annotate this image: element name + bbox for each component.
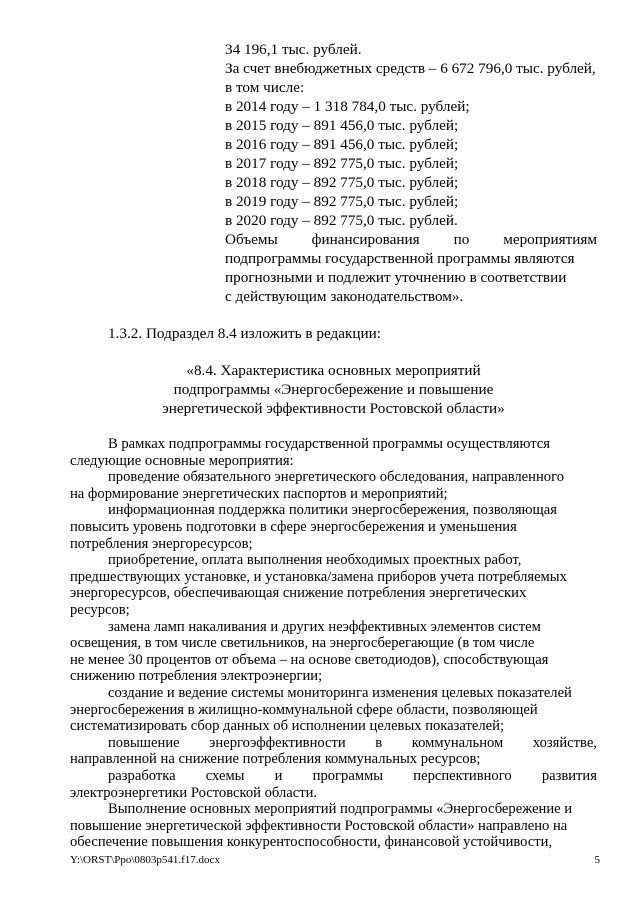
text-line: в 2016 году – 891 456,0 тыс. рублей; (225, 136, 459, 153)
text-line: энергосбережения в жилищно-коммунальной сфере области, позволяющей (70, 701, 538, 718)
document-path: Y:\ORST\Ppo\0803p541.f17.docx (70, 854, 220, 866)
text-line: энергоресурсов, обеспечивающая снижение потребления энергетических (70, 585, 527, 602)
text-line: следующие основные мероприятия: (70, 452, 294, 469)
text-line: За счет внебюджетных средств – 6 672 796,0 тыс. рублей, (225, 60, 596, 77)
text-line: в 2017 году – 892 775,0 тыс. рублей; (225, 155, 459, 172)
text-line: замена ламп накаливания и других неэффективных элементов систем (108, 618, 541, 635)
text-line (108, 768, 597, 785)
text-line (225, 230, 597, 249)
text-line: подпрограммы государственной программы являются (225, 250, 575, 267)
word: коммунальном (411, 734, 504, 751)
text-line: в 2014 году – 1 318 784,0 тыс. рублей; (225, 98, 470, 115)
text-line: в 2018 году – 892 775,0 тыс. рублей; (225, 174, 459, 191)
text-line: в 2020 году – 892 775,0 тыс. рублей. (225, 212, 458, 229)
text-line: создание и ведение системы мониторинга изменения целевых показателей (108, 685, 572, 701)
text-line: в 2015 году – 891 456,0 тыс. рублей; (225, 117, 459, 134)
text-line: информационная поддержка политики энергосбережения, позволяющая (108, 502, 557, 519)
text-line: потребления энергоресурсов; (70, 535, 253, 552)
word: и (274, 768, 283, 784)
text-line: проведение обязательного энергетического обследования, направленного (108, 469, 564, 486)
text-line: предшествующих установке, и установка/замена приборов учета потребляемых (70, 568, 567, 585)
text-line: систематизировать сбор данных об исполнении целевых показателей; (70, 718, 504, 735)
text-line: не менее 30 процентов от объема – на основе светодиодов), способствующая (70, 651, 549, 668)
text-line: с действующим законодательством». (225, 288, 464, 305)
word: финансирования (311, 231, 420, 248)
word: развития (541, 768, 597, 784)
section-title-line: энергетической эффективности Ростовской области» (162, 400, 505, 417)
text-line: в 2019 году – 892 775,0 тыс. рублей; (225, 193, 459, 210)
word: разработка (108, 768, 176, 784)
text-line: 34 196,1 тыс. рублей. (225, 41, 362, 58)
word: хозяйстве, (532, 734, 597, 751)
text-line: в том числе: (225, 79, 305, 96)
section-title-line: «8.4. Характеристика основных мероприятий (186, 362, 481, 379)
text-line: повышение энергетической эффективности Ростовской области» направлено на (70, 817, 568, 834)
text-line: на формирование энергетических паспортов и мероприятий; (70, 485, 448, 502)
text-line: снижению потребления электроэнергии; (70, 668, 323, 685)
text-line: электроэнергетики Ростовской области. (70, 784, 318, 801)
word: схемы (205, 768, 245, 784)
item-heading: 1.3.2. Подраздел 8.4 изложить в редакции: (108, 325, 381, 342)
text-line: В рамках подпрограммы государственной программы осуществляются (108, 436, 550, 452)
text-line: освещения, в том числе светильников, на энергосберегающие (в том числе (70, 635, 535, 652)
word: Объемы (225, 231, 278, 248)
word: перспективного (413, 768, 512, 784)
word: повышение (108, 734, 180, 751)
section-title-line: подпрограммы «Энергосбережение и повышение (173, 381, 494, 398)
text-line: ресурсов; (70, 602, 130, 618)
text-line: прогнозными и подлежит уточнению в соответствии (225, 269, 567, 286)
text-line: направленной на снижение потребления коммунальных ресурсов; (70, 751, 481, 768)
word: по (453, 231, 470, 248)
text-line (108, 735, 597, 752)
page-number: 5 (594, 854, 600, 866)
text-line: повысить уровень подготовки в сфере энергосбережения и уменьшения (70, 519, 517, 535)
text-line: обеспечение повышения конкурентоспособности, финансовой устойчивости, (70, 834, 553, 851)
word: мероприятиям (503, 231, 597, 248)
text-line: приобретение, оплата выполнения необходимых проектных работ, (108, 552, 522, 569)
word: в (375, 734, 383, 751)
text-line: Выполнение основных мероприятий подпрограммы «Энергосбережение и (108, 801, 573, 818)
word: энергоэффективности (209, 734, 346, 751)
word: программы (312, 768, 384, 784)
